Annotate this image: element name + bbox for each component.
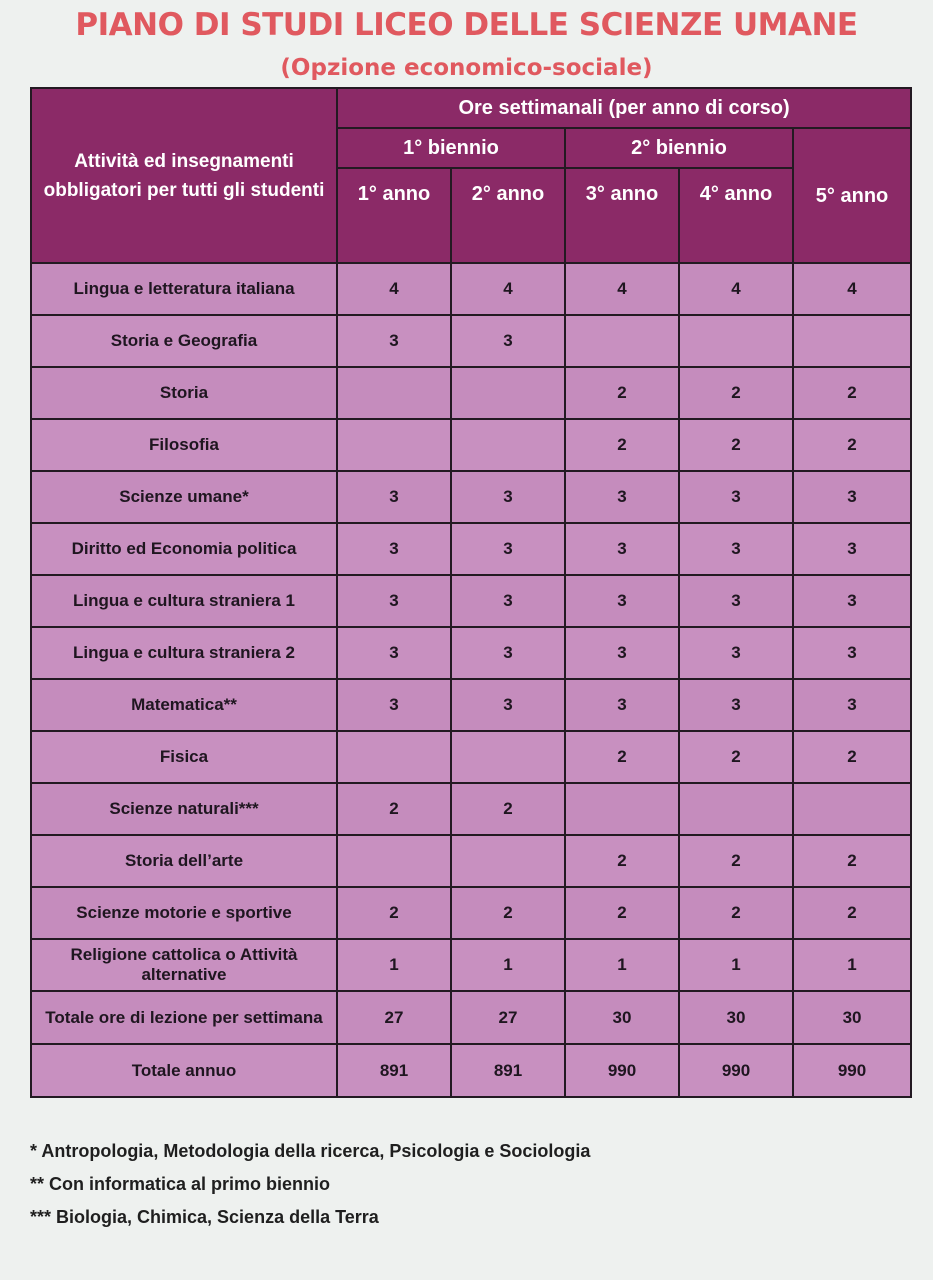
hours-cell-year-5: 990 [793,1044,911,1097]
hours-cell-year-5 [793,783,911,835]
page-title: PIANO DI STUDI LICEO DELLE SCIENZE UMANE [75,7,858,43]
hours-cell-year-4: 990 [679,1044,793,1097]
hours-cell-year-5: 2 [793,367,911,419]
subject-cell: Scienze naturali*** [31,783,337,835]
hours-cell-year-2: 2 [451,783,565,835]
hours-cell-year-1 [337,835,451,887]
subjects-column-header: Attività ed insegnamenti obbligatori per tutti gli studenti [31,88,337,263]
hours-cell-year-5: 3 [793,627,911,679]
hours-cell-year-3: 2 [565,887,679,939]
subject-cell: Storia dell’arte [31,835,337,887]
subject-cell: Lingua e letteratura italiana [31,263,337,315]
hours-cell-year-2 [451,731,565,783]
year-1-header: 1° anno [337,168,451,263]
hours-cell-year-5: 4 [793,263,911,315]
hours-cell-year-4: 3 [679,679,793,731]
hours-cell-year-3: 3 [565,523,679,575]
hours-cell-year-3: 4 [565,263,679,315]
hours-cell-year-1: 1 [337,939,451,991]
footnotes [30,1138,910,1237]
subject-cell: Storia e Geografia [31,315,337,367]
hours-cell-year-2: 3 [451,575,565,627]
footnote-3: *** Biologia, Chimica, Scienza della Terra [30,1207,379,1227]
subject-cell: Scienze motorie e sportive [31,887,337,939]
hours-cell-year-2: 27 [451,991,565,1044]
table-row [31,679,911,731]
hours-cell-year-4: 1 [679,939,793,991]
hours-cell-year-5: 2 [793,419,911,471]
year-3-header: 3° anno [565,168,679,263]
hours-cell-year-2 [451,367,565,419]
subject-cell: Diritto ed Economia politica [31,523,337,575]
year-5-header: 5° anno [793,128,911,263]
table-row [31,783,911,835]
hours-cell-year-2: 1 [451,939,565,991]
hours-cell-year-1 [337,419,451,471]
subject-cell: Matematica** [31,679,337,731]
hours-cell-year-5: 3 [793,471,911,523]
table-row [31,523,911,575]
hours-cell-year-5: 3 [793,575,911,627]
hours-cell-year-4: 2 [679,419,793,471]
table-row [31,991,911,1044]
year-4-header: 4° anno [679,168,793,263]
subject-cell: Religione cattolica o Attività alternative [31,939,337,991]
table-row [31,419,911,471]
table-row [31,471,911,523]
hours-cell-year-3: 3 [565,575,679,627]
hours-cell-year-5: 2 [793,887,911,939]
hours-cell-year-5: 1 [793,939,911,991]
hours-cell-year-3: 2 [565,419,679,471]
hours-cell-year-3 [565,315,679,367]
hours-cell-year-1: 2 [337,783,451,835]
hours-cell-year-1: 891 [337,1044,451,1097]
subject-cell: Storia [31,367,337,419]
first-biennium-header: 1° biennio [337,128,565,168]
hours-cell-year-5: 30 [793,991,911,1044]
hours-cell-year-3: 1 [565,939,679,991]
hours-cell-year-1 [337,731,451,783]
subject-cell: Lingua e cultura straniera 2 [31,627,337,679]
hours-cell-year-2: 3 [451,679,565,731]
hours-cell-year-4 [679,315,793,367]
hours-cell-year-1 [337,367,451,419]
hours-cell-year-2: 3 [451,471,565,523]
hours-cell-year-2 [451,835,565,887]
footnote-2: ** Con informatica al primo biennio [30,1174,331,1194]
hours-cell-year-2: 4 [451,263,565,315]
table-row [31,731,911,783]
table-row [31,939,911,991]
hours-cell-year-2: 3 [451,315,565,367]
hours-cell-year-3: 2 [565,367,679,419]
hours-cell-year-4: 30 [679,991,793,1044]
hours-cell-year-4: 3 [679,627,793,679]
hours-cell-year-5 [793,315,911,367]
footnote-1: * Antropologia, Metodologia della ricerca, Psicologia e Sociologia [30,1141,591,1161]
subject-cell: Lingua e cultura straniera 1 [31,575,337,627]
table-header [31,88,911,263]
hours-cell-year-3: 3 [565,471,679,523]
hours-cell-year-4: 4 [679,263,793,315]
hours-cell-year-3: 3 [565,627,679,679]
table-row [31,887,911,939]
hours-cell-year-5: 2 [793,731,911,783]
hours-cell-year-5: 3 [793,523,911,575]
weekly-hours-header: Ore settimanali (per anno di corso) [337,88,911,128]
table-row [31,1044,911,1097]
hours-cell-year-2 [451,419,565,471]
hours-cell-year-3: 2 [565,835,679,887]
subject-cell: Filosofia [31,419,337,471]
subject-cell: Scienze umane* [31,471,337,523]
hours-cell-year-2: 3 [451,627,565,679]
table-row [31,627,911,679]
second-biennium-header: 2° biennio [565,128,793,168]
hours-cell-year-1: 3 [337,627,451,679]
table-row [31,575,911,627]
hours-cell-year-1: 4 [337,263,451,315]
hours-cell-year-4: 3 [679,575,793,627]
hours-cell-year-1: 3 [337,471,451,523]
study-plan-table [30,87,912,1098]
hours-cell-year-1: 3 [337,575,451,627]
hours-cell-year-3: 3 [565,679,679,731]
hours-cell-year-5: 3 [793,679,911,731]
hours-cell-year-4: 3 [679,523,793,575]
hours-cell-year-1: 3 [337,315,451,367]
table-row [31,367,911,419]
table-row [31,263,911,315]
table-row [31,835,911,887]
hours-cell-year-3: 990 [565,1044,679,1097]
table-body [31,263,911,1097]
page-subtitle: (Opzione economico-sociale) [280,55,653,81]
hours-cell-year-3: 2 [565,731,679,783]
table-row [31,315,911,367]
hours-cell-year-1: 3 [337,523,451,575]
hours-cell-year-4: 2 [679,887,793,939]
subject-cell: Totale ore di lezione per settimana [31,991,337,1044]
hours-cell-year-3: 30 [565,991,679,1044]
year-2-header: 2° anno [451,168,565,263]
hours-cell-year-1: 3 [337,679,451,731]
hours-cell-year-4: 2 [679,367,793,419]
hours-cell-year-2: 2 [451,887,565,939]
hours-cell-year-4: 2 [679,835,793,887]
hours-cell-year-3 [565,783,679,835]
hours-cell-year-5: 2 [793,835,911,887]
hours-cell-year-4: 3 [679,471,793,523]
hours-cell-year-1: 27 [337,991,451,1044]
subject-cell: Totale annuo [31,1044,337,1097]
hours-cell-year-2: 3 [451,523,565,575]
hours-cell-year-2: 891 [451,1044,565,1097]
hours-cell-year-4 [679,783,793,835]
hours-cell-year-4: 2 [679,731,793,783]
subject-cell: Fisica [31,731,337,783]
hours-cell-year-1: 2 [337,887,451,939]
